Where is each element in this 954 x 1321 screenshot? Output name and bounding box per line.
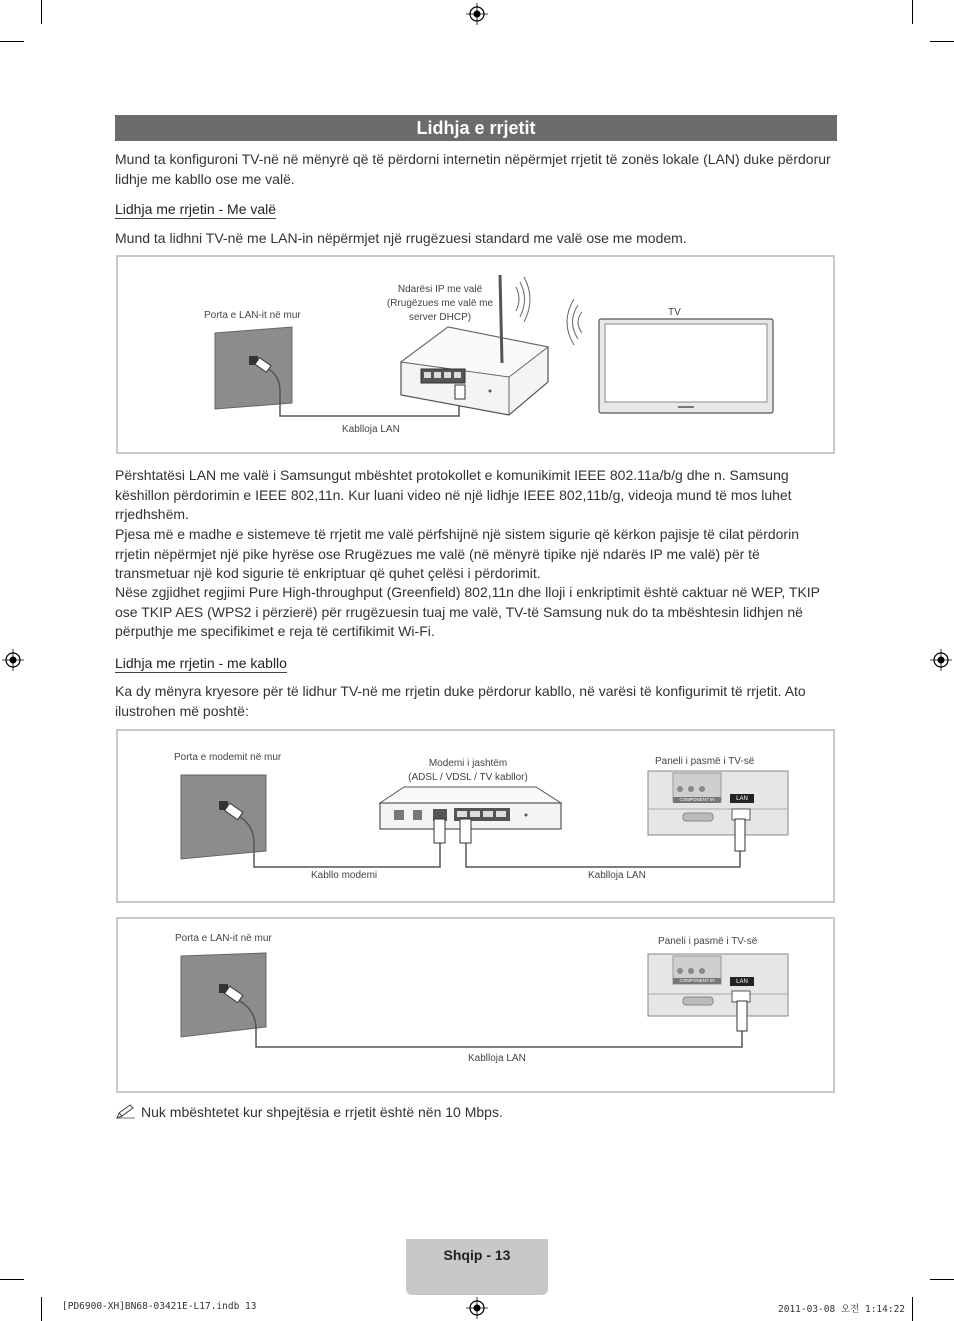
modem-cable-label: Kabllo modemi (311, 870, 378, 881)
pencil-note-icon (115, 1104, 137, 1120)
wireless-paragraph-3: Nëse zgjidhet regjimi Pure High-throughput (Greenfield) 802,11n dhe lloji i enkriptimit është caktuar në WEP, TKIP ose TKIP AES (WPS2 i përzierë) për rrugëzuesin tuaj me valë, TV-të Samsung nuk do ta mbështesin lidhjen në përputhje me specifikimet e reja të certifikimit Wi-Fi. (115, 584, 820, 639)
cable-label: Kablloja LAN (468, 1053, 526, 1064)
note-text: Nuk mbështetet kur shpejtësia e rrjetit është nën 10 Mbps. (141, 1104, 503, 1120)
tv-panel-label: Paneli i pasmë i TV-së (658, 936, 758, 947)
note-row (115, 1104, 837, 1120)
tv-screen (605, 324, 767, 402)
wired-wall-diagram (116, 917, 835, 1093)
lan-port-label: LAN (736, 979, 748, 985)
component-in-label: COMPONENT IN (679, 797, 715, 802)
lan-plug (735, 819, 745, 851)
wall-port-label: Porta e LAN-it në mur (175, 933, 272, 944)
tv-label: TV (668, 307, 681, 318)
page-number: Shqip - 13 (443, 1247, 511, 1263)
crop-mark (41, 0, 42, 24)
modem-label-line-1: Modemi i jashtëm (428, 758, 508, 769)
router-label-line-1: Ndarësi IP me valë (397, 284, 483, 295)
wall-panel (181, 953, 266, 1037)
wall-port-label: Porta e modemit në mur (174, 752, 282, 763)
wireless-heading: Lidhja me rrjetin - Me valë (115, 201, 277, 217)
crop-mark (912, 0, 913, 24)
tv-lan-port (732, 991, 750, 1002)
crop-mark (41, 1297, 42, 1321)
crop-mark (0, 41, 24, 42)
crop-mark (930, 1279, 954, 1280)
file-info: [PD6900-XH]BN68-03421E-L17.indb 13 (62, 1301, 257, 1312)
router-label-line-2: (Rrugëzues me valë me (386, 298, 494, 309)
modem-plug (434, 819, 445, 843)
component-in-label: COMPONENT IN (679, 978, 715, 983)
print-date: 2011-03-08 오전 1:14:22 (778, 1304, 906, 1315)
wireless-text: Mund ta lidhni TV-në me LAN-in nëpërmjet një rrugëzuesi standard me valë ose me modem. (115, 230, 687, 246)
cable-label: Kablloja LAN (342, 424, 400, 435)
page-title: Lidhja e rrjetit (115, 115, 837, 141)
wired-heading: Lidhja me rrjetin - me kabllo (115, 655, 287, 671)
registration-mark-icon (930, 649, 952, 671)
registration-mark-icon (466, 1297, 488, 1319)
wall-port-label: Porta e LAN-it në mur (204, 310, 301, 321)
tv-panel-label: Paneli i pasmë i TV-së (655, 756, 755, 767)
router-label-line-3: server DHCP) (408, 312, 472, 323)
tv-lan-port (732, 809, 750, 820)
crop-mark (912, 1297, 913, 1321)
intro-paragraph: Mund ta konfiguroni TV-në në mënyrë që të përdorni internetin nëpërmjet rrjetit të zonës lokale (LAN) duke përdorur lidhje me kabllo ose me valë. (115, 151, 831, 187)
lan-plug (737, 1001, 747, 1031)
lan-cable (466, 843, 740, 867)
wired-modem-diagram (116, 729, 835, 903)
lan-plug (460, 819, 471, 843)
wired-text: Ka dy mënyra kryesore për të lidhur TV-në me rrjetin duke përdorur kabllo, në varësi të konfigurimit të rrjetit. Ato ilustrohen më poshtë: (115, 683, 806, 719)
lan-port-label: LAN (736, 796, 748, 802)
wireless-paragraph-1: Përshtatësi LAN me valë i Samsungut mbështet protokollet e komunikimit IEEE 802.11a/b/g dhe n. Samsung këshillon përdorimin e IEEE 802,11n. Kur luani video në një lidhje IEEE 802,11b/g, videoja mund të mos luhet rrjedhshëm. (115, 467, 792, 522)
modem-label-line-2: (ADSL / VDSL / TV kabllor) (408, 772, 528, 783)
crop-mark (0, 1279, 24, 1280)
registration-mark-icon (466, 3, 488, 25)
wireless-diagram (116, 255, 835, 454)
wireless-paragraph-2: Pjesa më e madhe e sistemeve të rrjetit me valë përfshijnë një sistem sigurie që kërkon pajisje të cilat përdorin rrjetin nëpërmjet një pike hyrëse ose Rrugëzues me valë (në mënyrë tipike një ndarës IP me valë) për të transmetuar një kod sigurie të enkriptuar që quhet çelësi i përdorimit. (115, 526, 799, 581)
lan-cable-label: Kablloja LAN (588, 870, 646, 881)
registration-mark-icon (2, 649, 24, 671)
crop-mark (930, 41, 954, 42)
